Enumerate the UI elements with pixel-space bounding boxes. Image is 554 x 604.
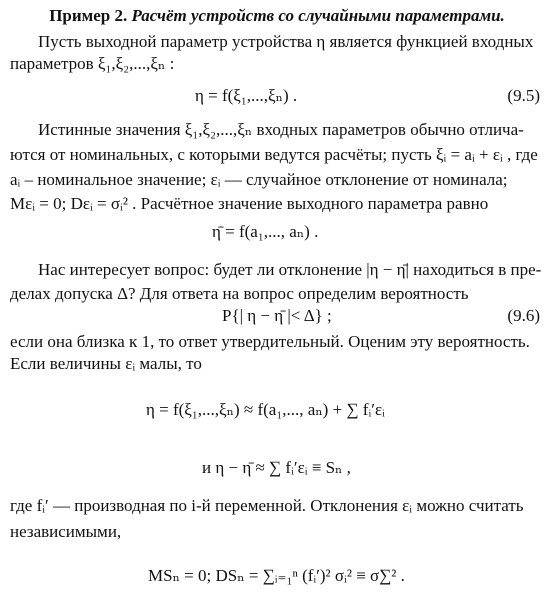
equation-9-5: η = f(ξ₁,...,ξₙ) . <box>195 86 298 105</box>
p1-line-2: параметров ξ₁,ξ₂,...,ξₙ : <box>10 54 175 73</box>
p1-line-1: Пусть выходной параметр устройства η является функцией входных <box>38 32 534 51</box>
equation-taylor: η = f(ξ₁,...,ξₙ) ≈ f(a₁,..., aₙ) + ∑ fᵢ′εᵢ <box>146 400 385 419</box>
p2-line-2: ются от номинальных, с которыми ведутся расчёты; пусть ξᵢ = aᵢ + εᵢ , где <box>10 145 538 164</box>
equation-variance: MSₙ = 0; DSₙ = ∑ᵢ₌₁ⁿ (fᵢ′)² σᵢ² ≡ σ∑² . <box>148 566 405 585</box>
example-title <box>0 6 554 26</box>
p4-line-2: Если величины εᵢ малы, то <box>10 354 202 373</box>
equation-sum: и η − η̄ ≈ ∑ fᵢ′εᵢ ≡ Sₙ , <box>202 458 351 477</box>
p5-line-1: где fᵢ′ — производная по i-й переменной. Отклонения εᵢ можно считать <box>10 496 524 515</box>
p2-line-1: Истинные значения ξ₁,ξ₂,...,ξₙ входных параметров обычно отлича- <box>38 120 524 139</box>
equation-nominal: η̄ = f(a₁,..., aₙ) . <box>212 222 319 241</box>
example-label: Пример 2. <box>49 6 128 25</box>
p2-line-3: aᵢ – номинальное значение; εᵢ — случайное отклонение от номинала; <box>10 170 508 189</box>
p2-line-4: Mεᵢ = 0; Dεᵢ = σᵢ² . Расчётное значение выходного параметра равно <box>10 194 489 213</box>
p5-line-2: независимыми, <box>10 522 122 541</box>
equation-number-9-6: (9.6) <box>507 306 540 325</box>
p3-line-1: Нас интересует вопрос: будет ли отклонение |η − η̄| находиться в пре- <box>38 260 542 279</box>
equation-number-9-5: (9.5) <box>507 86 540 105</box>
equation-9-6: P{| η − η̄ |< Δ} ; <box>222 306 332 325</box>
p3-line-2: делах допуска Δ? Для ответа на вопрос определим вероятность <box>10 284 469 303</box>
example-heading: Расчёт устройств со случайными параметрами. <box>131 6 505 25</box>
p4-line-1: если она близка к 1, то ответ утвердительный. Оценим эту вероятность. <box>10 332 530 351</box>
